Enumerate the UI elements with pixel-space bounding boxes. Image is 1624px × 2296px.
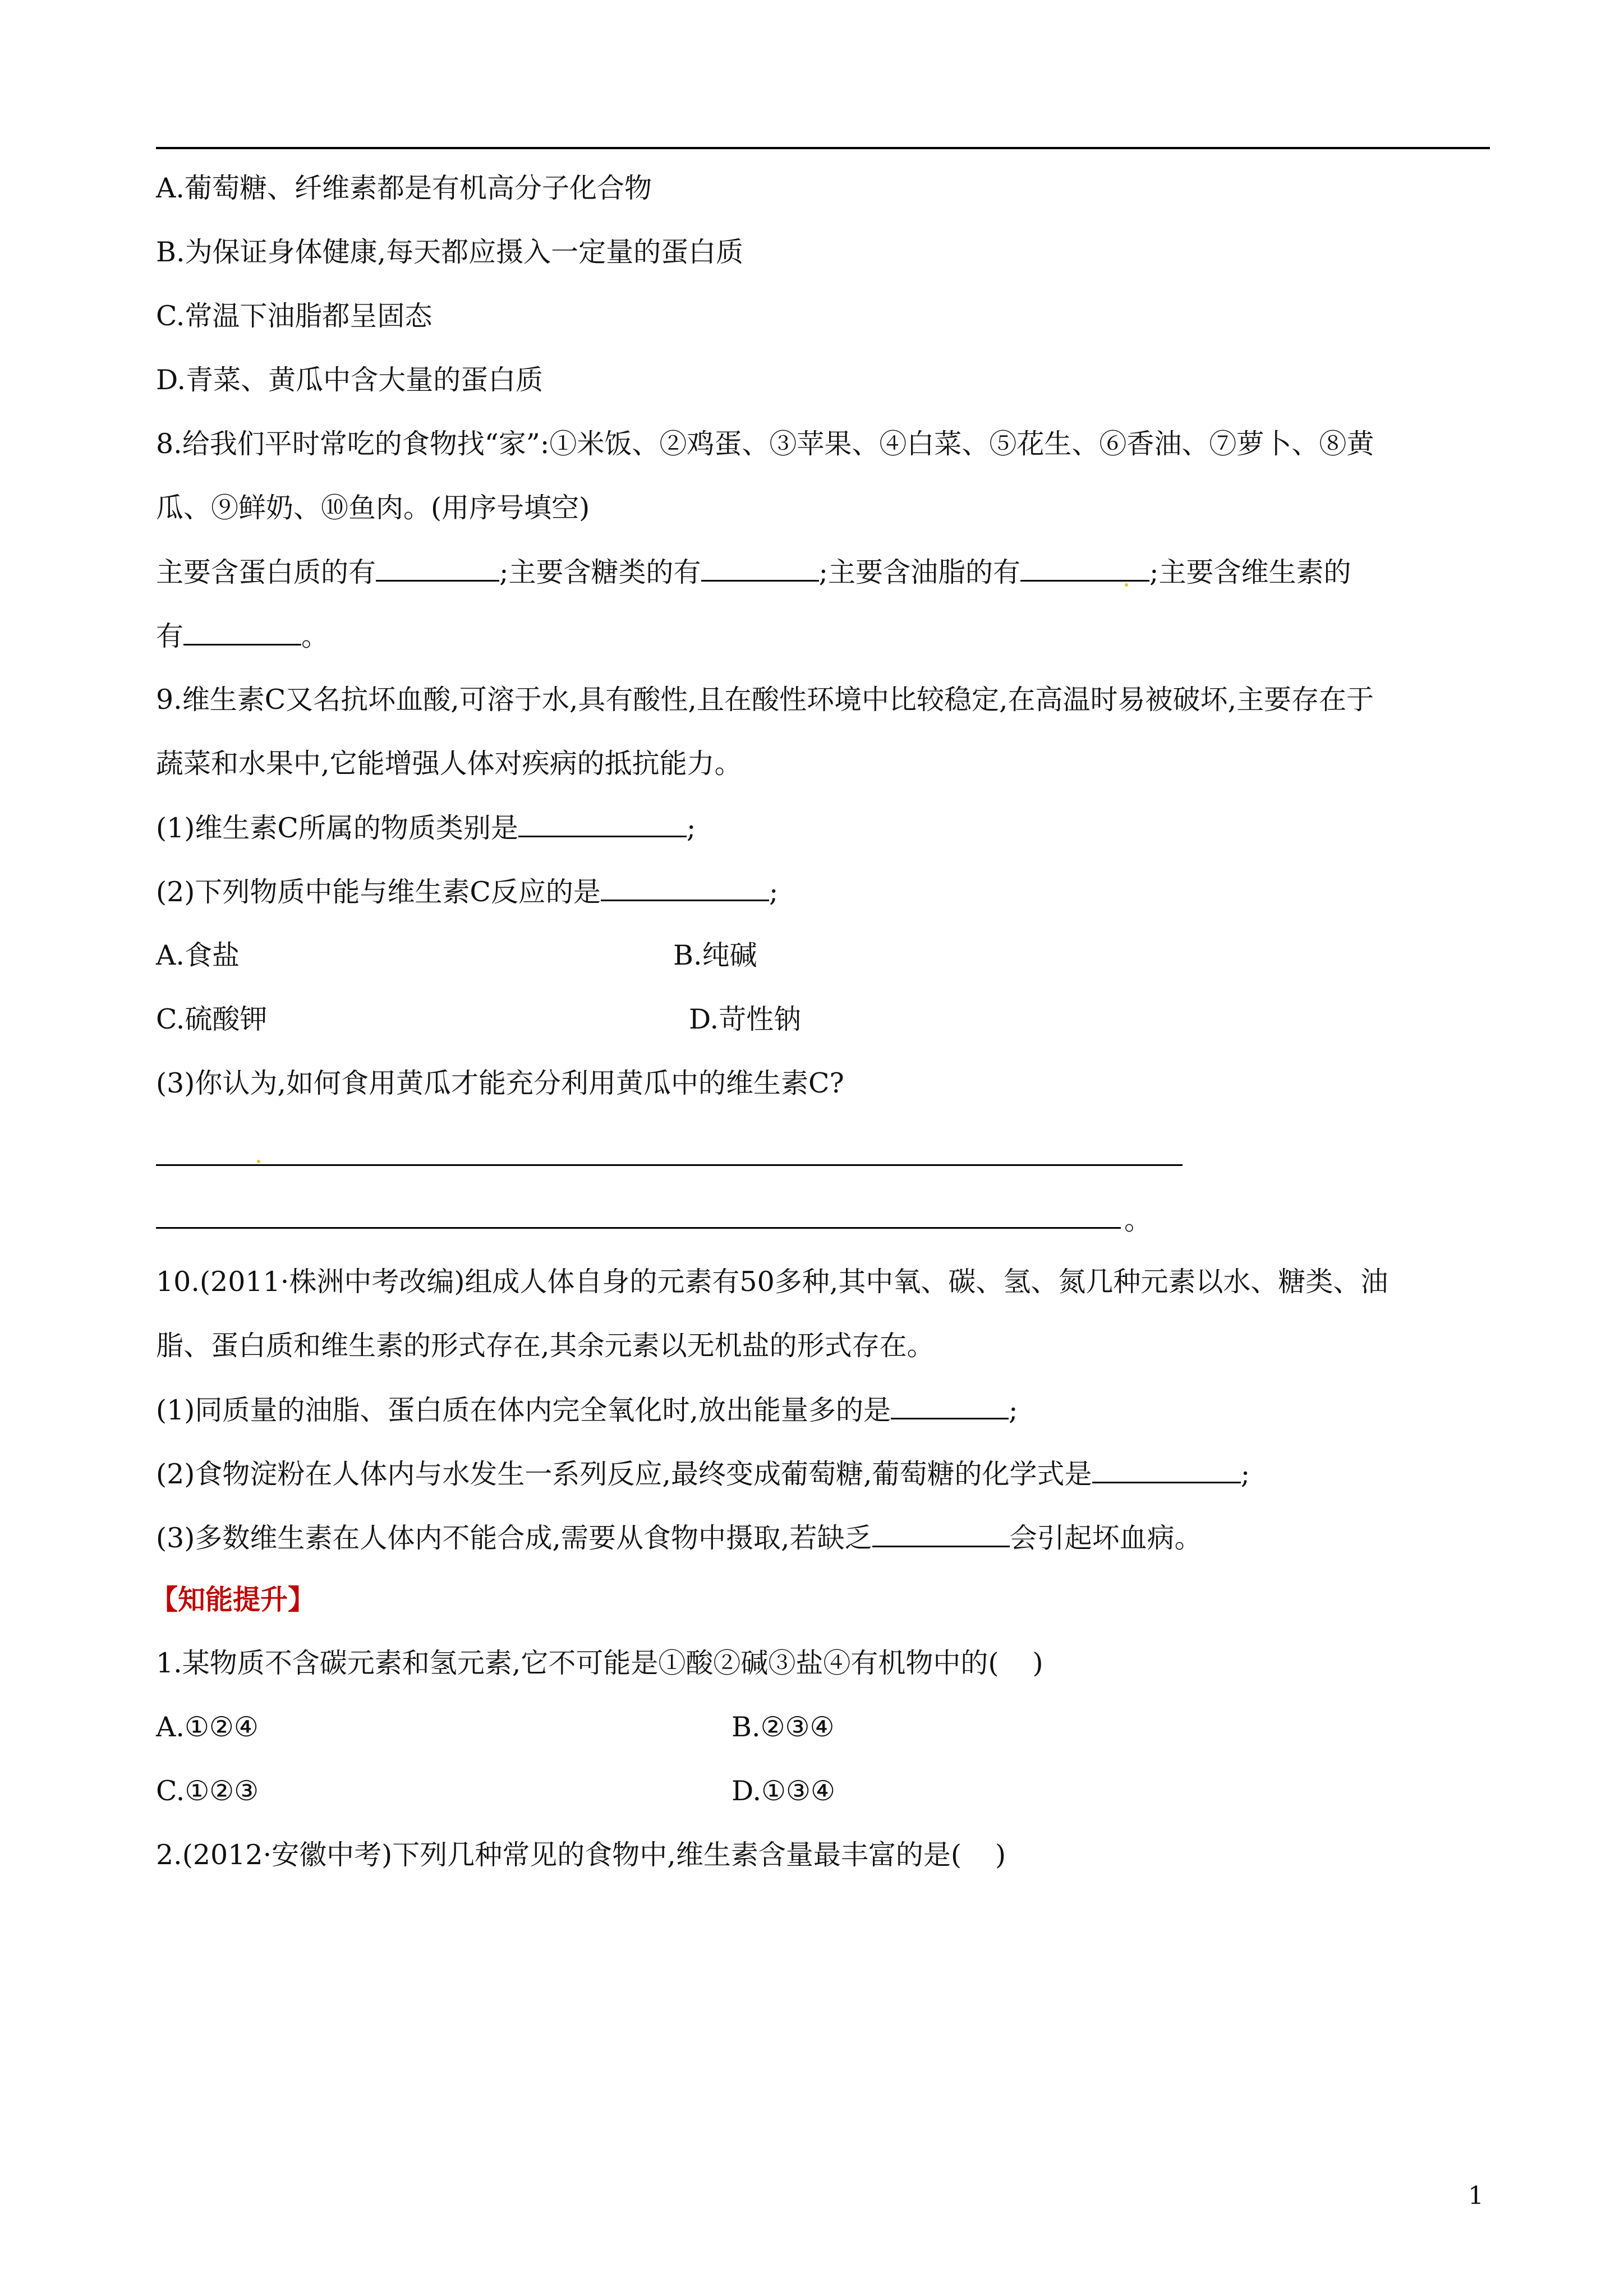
- q8-fill-line: [156, 555, 1351, 589]
- q10-stem-line2: 脂、蛋白质和维生素的形式存在,其余元素以无机盐的形式存在。: [156, 1330, 935, 1362]
- q10-part1-end: ;: [1009, 1394, 1018, 1426]
- q8-protein-blank[interactable]: [376, 555, 499, 582]
- s2-question-end: ): [995, 1839, 1006, 1871]
- q9-part1-blank[interactable]: [518, 811, 687, 837]
- q8-fat-label: ;主要含油脂的有: [818, 556, 1021, 588]
- q9-part2: [156, 875, 778, 909]
- q8-end-mark: 。: [301, 620, 329, 652]
- q10-part3-end: 会引起坏血病。: [1009, 1522, 1202, 1554]
- q8-sugar-label: ;主要含糖类的有: [499, 556, 701, 588]
- s1-option-c: C.①②③: [156, 1775, 259, 1807]
- q9-option-c: C.硫酸钾: [156, 1003, 268, 1035]
- q8-fill-line2: [156, 619, 329, 653]
- q10-part1: [156, 1393, 1018, 1427]
- section-heading: 【知能提升】: [150, 1583, 316, 1616]
- q9-stem-line2: 蔬菜和水果中,它能增强人体对疾病的抵抗能力。: [156, 748, 742, 780]
- q10-part2-blank[interactable]: [1092, 1457, 1241, 1483]
- q9-part1-text: (1)维生素C所属的物质类别是: [156, 812, 518, 844]
- q10-part3: [156, 1521, 1202, 1555]
- q8-fat-blank[interactable]: [1020, 555, 1149, 582]
- q7-option-d: D.青菜、黄瓜中含大量的蛋白质: [156, 364, 544, 396]
- s1-question: [156, 1647, 1043, 1680]
- stray-mark: [1125, 583, 1128, 587]
- q10-part3-text: (3)多数维生素在人体内不能合成,需要从食物中摄取,若缺乏: [156, 1522, 872, 1554]
- q8-stem-line2: 瓜、⑨鲜奶、⑩鱼肉。(用序号填空): [156, 492, 590, 524]
- s1-option-b: B.②③④: [732, 1711, 835, 1743]
- q7-option-a: A.葡萄糖、纤维素都是有机高分子化合物: [156, 172, 652, 204]
- q9-part2-end: ;: [769, 876, 779, 908]
- q10-part1-text: (1)同质量的油脂、蛋白质在体内完全氧化时,放出能量多的是: [156, 1394, 891, 1426]
- q9-part1-end: ;: [686, 812, 696, 844]
- q9-answer-end: 。: [1124, 1204, 1152, 1236]
- q10-part1-blank[interactable]: [891, 1393, 1009, 1419]
- q10-part2: [156, 1457, 1250, 1491]
- q9-part3: (3)你认为,如何食用黄瓜才能充分利用黄瓜中的维生素C?: [156, 1067, 844, 1099]
- q8-stem-line1: 8.给我们平时常吃的食物找“家”:①米饭、②鸡蛋、③苹果、④白菜、⑤花生、⑥香油、⑦萝卜、⑧黄: [156, 428, 1374, 460]
- s2-question: [156, 1838, 1006, 1872]
- q9-answer-line2[interactable]: [156, 1227, 1121, 1229]
- q9-stem-line1: 9.维生素C又名抗坏血酸,可溶于水,具有酸性,且在酸性环境中比较稳定,在高温时易被破坏,主要存在于: [156, 684, 1374, 716]
- page-number: 1: [1468, 2182, 1484, 2210]
- s1-question-text: 1.某物质不含碳元素和氢元素,它不可能是①酸②碱③盐④有机物中的(: [156, 1647, 999, 1679]
- q9-option-d: D.苛性钠: [689, 1003, 802, 1035]
- q9-option-a: A.食盐: [156, 939, 240, 971]
- q9-part2-blank[interactable]: [601, 875, 769, 901]
- q8-sugar-blank[interactable]: [701, 555, 819, 582]
- q10-stem-line1: 10.(2011·株洲中考改编)组成人体自身的元素有50多种,其中氧、碳、氢、氮几种元素以水、糖类、油: [156, 1266, 1388, 1298]
- s1-question-end: ): [1032, 1647, 1043, 1679]
- q8-protein-label: 主要含蛋白质的有: [156, 556, 376, 588]
- q9-answer-line1[interactable]: [156, 1164, 1183, 1166]
- q9-part1: [156, 811, 696, 845]
- q10-part3-blank[interactable]: [872, 1521, 1010, 1547]
- q8-vitamin-label-cont: 有: [156, 620, 184, 652]
- stray-mark-2: [257, 1160, 260, 1163]
- s1-option-a: A.①②④: [156, 1711, 259, 1743]
- s1-option-d: D.①③④: [732, 1775, 835, 1807]
- q9-option-b: B.纯碱: [673, 939, 757, 971]
- header-rule: [156, 147, 1490, 149]
- q7-option-c: C.常温下油脂都呈固态: [156, 300, 433, 332]
- q7-option-b: B.为保证身体健康,每天都应摄入一定量的蛋白质: [156, 236, 744, 268]
- q10-part2-end: ;: [1240, 1458, 1250, 1490]
- q10-part2-text: (2)食物淀粉在人体内与水发生一系列反应,最终变成葡萄糖,葡萄糖的化学式是: [156, 1458, 1092, 1490]
- q9-part2-text: (2)下列物质中能与维生素C反应的是: [156, 876, 601, 908]
- q8-vitamin-label: ;主要含维生素的: [1149, 556, 1351, 588]
- q8-vitamin-blank[interactable]: [183, 619, 301, 646]
- s2-question-text: 2.(2012·安徽中考)下列几种常见的食物中,维生素含量最丰富的是(: [156, 1839, 961, 1871]
